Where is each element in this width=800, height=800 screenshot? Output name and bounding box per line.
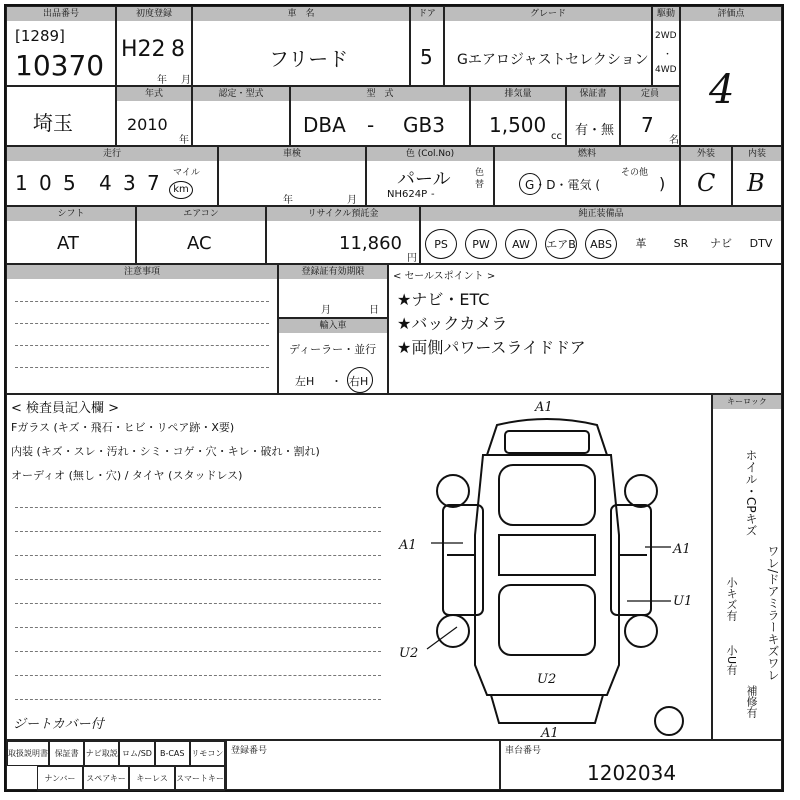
mileage-km-unit: km [169, 181, 193, 199]
notes-line [15, 367, 269, 368]
import-separator: ・ [331, 375, 342, 388]
prefecture-cell [6, 86, 116, 146]
notes-header: 注意事項 [7, 265, 277, 279]
shaken-header: 車検 [219, 147, 365, 161]
import-cell [278, 318, 388, 394]
damage-mark-front: A1 [535, 400, 553, 415]
first-registration-year: H22 [121, 37, 166, 62]
inspector-line [15, 507, 381, 508]
side-notes-cell [712, 394, 782, 740]
color-cell [366, 146, 494, 206]
grade-value: Gエアロジャストセレクション [457, 52, 649, 68]
accessory-cell: 取扱説明書 [7, 741, 49, 766]
capacity-unit: 名 [669, 135, 679, 146]
inspector-header: < 検査員記入欄 > [11, 401, 120, 416]
car-damage-diagram [387, 395, 707, 739]
sales-point: ★ナビ・ETC [397, 290, 490, 309]
shift-value: AT [57, 233, 79, 254]
recycle-value: 11,860 [339, 233, 402, 254]
aircon-value: AC [187, 233, 212, 254]
inspector-line [15, 603, 381, 604]
model-year-cell [116, 86, 192, 146]
shaken-cell [218, 146, 366, 206]
exterior-grade-header: 外装 [681, 147, 731, 161]
reg-deadline-header: 登録証有効期限 [279, 265, 387, 279]
model-code-prefix: DBA [303, 113, 346, 137]
fuel-close-paren: ) [659, 174, 666, 193]
color-name: パール [397, 169, 451, 190]
exterior-grade-cell [680, 146, 732, 206]
aircon-cell [136, 206, 266, 264]
chassis-label: 車台番号 [505, 746, 542, 756]
warranty-value: 有・無 [575, 123, 615, 138]
model-year-header: 年式 [117, 87, 191, 101]
equipment-item: エアB [545, 229, 577, 259]
damage-mark-rear: A1 [541, 726, 559, 741]
inspector-audio-line: オーディオ (無し・穴) / タイヤ (スタッドレス) [11, 469, 243, 482]
inspector-line [15, 627, 381, 628]
capacity-header: 定員 [621, 87, 679, 101]
accessories-bottom-row [37, 766, 225, 791]
grade-header: グレード [445, 7, 651, 21]
accessories-grid [6, 740, 226, 790]
mileage-cell [6, 146, 218, 206]
side-note-mirror: ワレ/ドアミラーキズワレ [766, 545, 780, 682]
damage-mark-right-rear: U1 [673, 594, 693, 609]
drive-separator: ・ [663, 50, 673, 60]
inspector-handwritten-note: ジートカバー付 [13, 717, 104, 732]
mileage-digit: 4 [99, 171, 112, 195]
lot-number: 10370 [15, 49, 105, 82]
equipment-item: PW [465, 229, 497, 259]
auction-sheet [4, 4, 784, 792]
prefecture-value: 埼玉 [33, 111, 73, 135]
sales-points-header: < セールスポイント > [393, 271, 496, 282]
mileage-digit: 5 [63, 171, 76, 195]
accessory-cell: スマートキー [175, 766, 225, 791]
accessory-cell: スペアキー [83, 766, 129, 791]
equipment-item: PS [425, 229, 457, 259]
doors-header: ドア [411, 7, 443, 21]
lot-bracket-number: [1289] [15, 27, 65, 45]
interior-grade-header: 内装 [733, 147, 781, 161]
mileage-digit: 0 [39, 171, 52, 195]
accessory-cell: キーレス [129, 766, 175, 791]
displacement-unit: cc [551, 131, 562, 142]
recycle-header: リサイクル預託金 [267, 207, 419, 221]
import-left-hand: 左H [295, 375, 315, 388]
color-change-label: 色替 [475, 168, 485, 190]
car-outline [437, 419, 683, 735]
damage-mark-right-front: A1 [673, 542, 691, 557]
warranty-header: 保証書 [567, 87, 619, 101]
equipment-header: 純正装備品 [421, 207, 781, 221]
sales-point: ★バックカメラ [397, 314, 508, 333]
import-dealer: ディーラー・並行 [289, 343, 377, 356]
accessory-cell: 保証書 [49, 741, 84, 766]
score-value: 4 [709, 67, 735, 113]
inspector-line [15, 555, 381, 556]
car-name-header: 車 名 [193, 7, 409, 21]
model-code-dash: - [367, 113, 375, 137]
equipment-item: ABS [585, 229, 617, 259]
warranty-cell [566, 86, 620, 146]
inspector-line [15, 699, 381, 700]
first-registration-header: 初度登録 [117, 7, 191, 21]
shift-header: シフト [7, 207, 135, 221]
notes-cell [6, 264, 278, 394]
side-note-wheel: ホイル・CPキズ [744, 449, 758, 537]
chassis-cell [500, 740, 782, 790]
equipment-list [425, 227, 777, 261]
interior-grade-value: B [747, 169, 765, 197]
displacement-header: 排気量 [471, 87, 565, 101]
fuel-options: G・D・電気 ( [525, 178, 601, 192]
accessory-cell: ナンバー [37, 766, 83, 791]
equipment-item: SR [673, 237, 689, 250]
inspector-interior-line: 内装 (キズ・スレ・汚れ・シミ・コゲ・穴・キレ・破れ・割れ) [11, 445, 320, 458]
model-code-value: GB3 [403, 113, 445, 137]
fuel-cell [494, 146, 680, 206]
recycle-cell [266, 206, 420, 264]
import-header: 輸入車 [279, 319, 387, 333]
damage-mark-left-rear: U2 [399, 646, 419, 661]
displacement-value: 1,500 [489, 113, 547, 137]
inspector-section [6, 394, 712, 740]
chassis-number: 1202034 [587, 761, 677, 785]
side-note-repaired: 補修有 [745, 685, 758, 718]
model-code-cell [290, 86, 470, 146]
reg-month-unit: 月 [321, 305, 331, 316]
mileage-digit: 7 [147, 171, 160, 195]
equipment-cell [420, 206, 782, 264]
damage-mark-left-front: A1 [399, 538, 417, 553]
inspector-glass-line: Fガラス (キズ・飛石・ヒビ・リペア跡・X要) [11, 421, 235, 434]
mileage-mile-unit: マイル [173, 168, 200, 178]
aircon-header: エアコン [137, 207, 265, 221]
fuel-header: 燃料 [495, 147, 679, 161]
color-header: 色 (Col.No) [367, 147, 493, 161]
inspector-line [15, 675, 381, 676]
car-name-cell [192, 6, 410, 86]
grade-cell [444, 6, 652, 86]
accessories-top-row [7, 741, 225, 766]
sales-point: ★両側パワースライドドア [397, 338, 586, 357]
year-unit: 年 [157, 75, 167, 86]
model-year-unit: 年 [179, 135, 189, 146]
reg-number-label: 登録番号 [231, 746, 268, 756]
recognition-cell [192, 86, 290, 146]
inspector-line [15, 531, 381, 532]
side-note-small-dent: 小U有 [725, 645, 738, 676]
notes-line [15, 301, 269, 302]
capacity-cell [620, 86, 680, 146]
mileage-digit: 1 [15, 171, 28, 195]
equipment-item: DTV [749, 237, 773, 250]
reg-number-cell [226, 740, 500, 790]
equipment-item: AW [505, 229, 537, 259]
capacity-value: 7 [641, 113, 654, 137]
accessory-cell: B-CAS [155, 741, 190, 766]
color-code: NH624P [387, 189, 428, 200]
shaken-year-unit: 年 [283, 195, 293, 206]
side-note-small-scratch: 小キズ有 [725, 577, 738, 621]
recycle-unit: 円 [407, 253, 417, 264]
interior-grade-cell [732, 146, 782, 206]
drive-2wd: 2WD [655, 31, 677, 41]
first-registration-month: 8 [171, 37, 185, 62]
lot-number-header: 出品番号 [7, 7, 115, 21]
fuel-other-label: その他 [621, 168, 649, 178]
model-code-header: 型 式 [291, 87, 469, 101]
displacement-cell [470, 86, 566, 146]
equipment-item: 革 [635, 237, 647, 250]
sales-points-cell [388, 264, 782, 394]
mileage-header: 走行 [7, 147, 217, 161]
first-registration-cell [116, 6, 192, 86]
color-code-dash: - [431, 189, 435, 200]
doors-cell [410, 6, 444, 86]
accessory-cell: ロム/SD [119, 741, 154, 766]
shaken-month-unit: 月 [347, 195, 357, 206]
inspector-line [15, 651, 381, 652]
score-cell [680, 6, 782, 146]
mileage-digit: 3 [123, 171, 136, 195]
reg-day-unit: 日 [369, 305, 379, 316]
doors-value: 5 [420, 45, 433, 69]
exterior-grade-value: C [697, 169, 716, 197]
accessory-cell: リモコン [190, 741, 225, 766]
drive-cell [652, 6, 680, 86]
drive-4wd: 4WD [655, 65, 677, 75]
key-lock-header: キーロック [713, 395, 781, 409]
reg-deadline-cell [278, 264, 388, 318]
lot-number-cell [6, 6, 116, 86]
recognition-header: 認定・型式 [193, 87, 289, 101]
score-header: 評価点 [681, 7, 781, 21]
shift-cell [6, 206, 136, 264]
notes-line [15, 323, 269, 324]
model-year-value: 2010 [127, 115, 168, 134]
import-right-hand: 右H [349, 375, 369, 388]
drive-header: 駆動 [653, 7, 679, 21]
month-unit: 月 [181, 75, 191, 86]
damage-mark-rear-bumper: U2 [537, 672, 557, 687]
notes-line [15, 345, 269, 346]
accessory-cell: ナビ取説 [84, 741, 119, 766]
car-name: フリード [269, 47, 349, 71]
equipment-item: ナビ [710, 237, 732, 250]
inspector-line [15, 579, 381, 580]
